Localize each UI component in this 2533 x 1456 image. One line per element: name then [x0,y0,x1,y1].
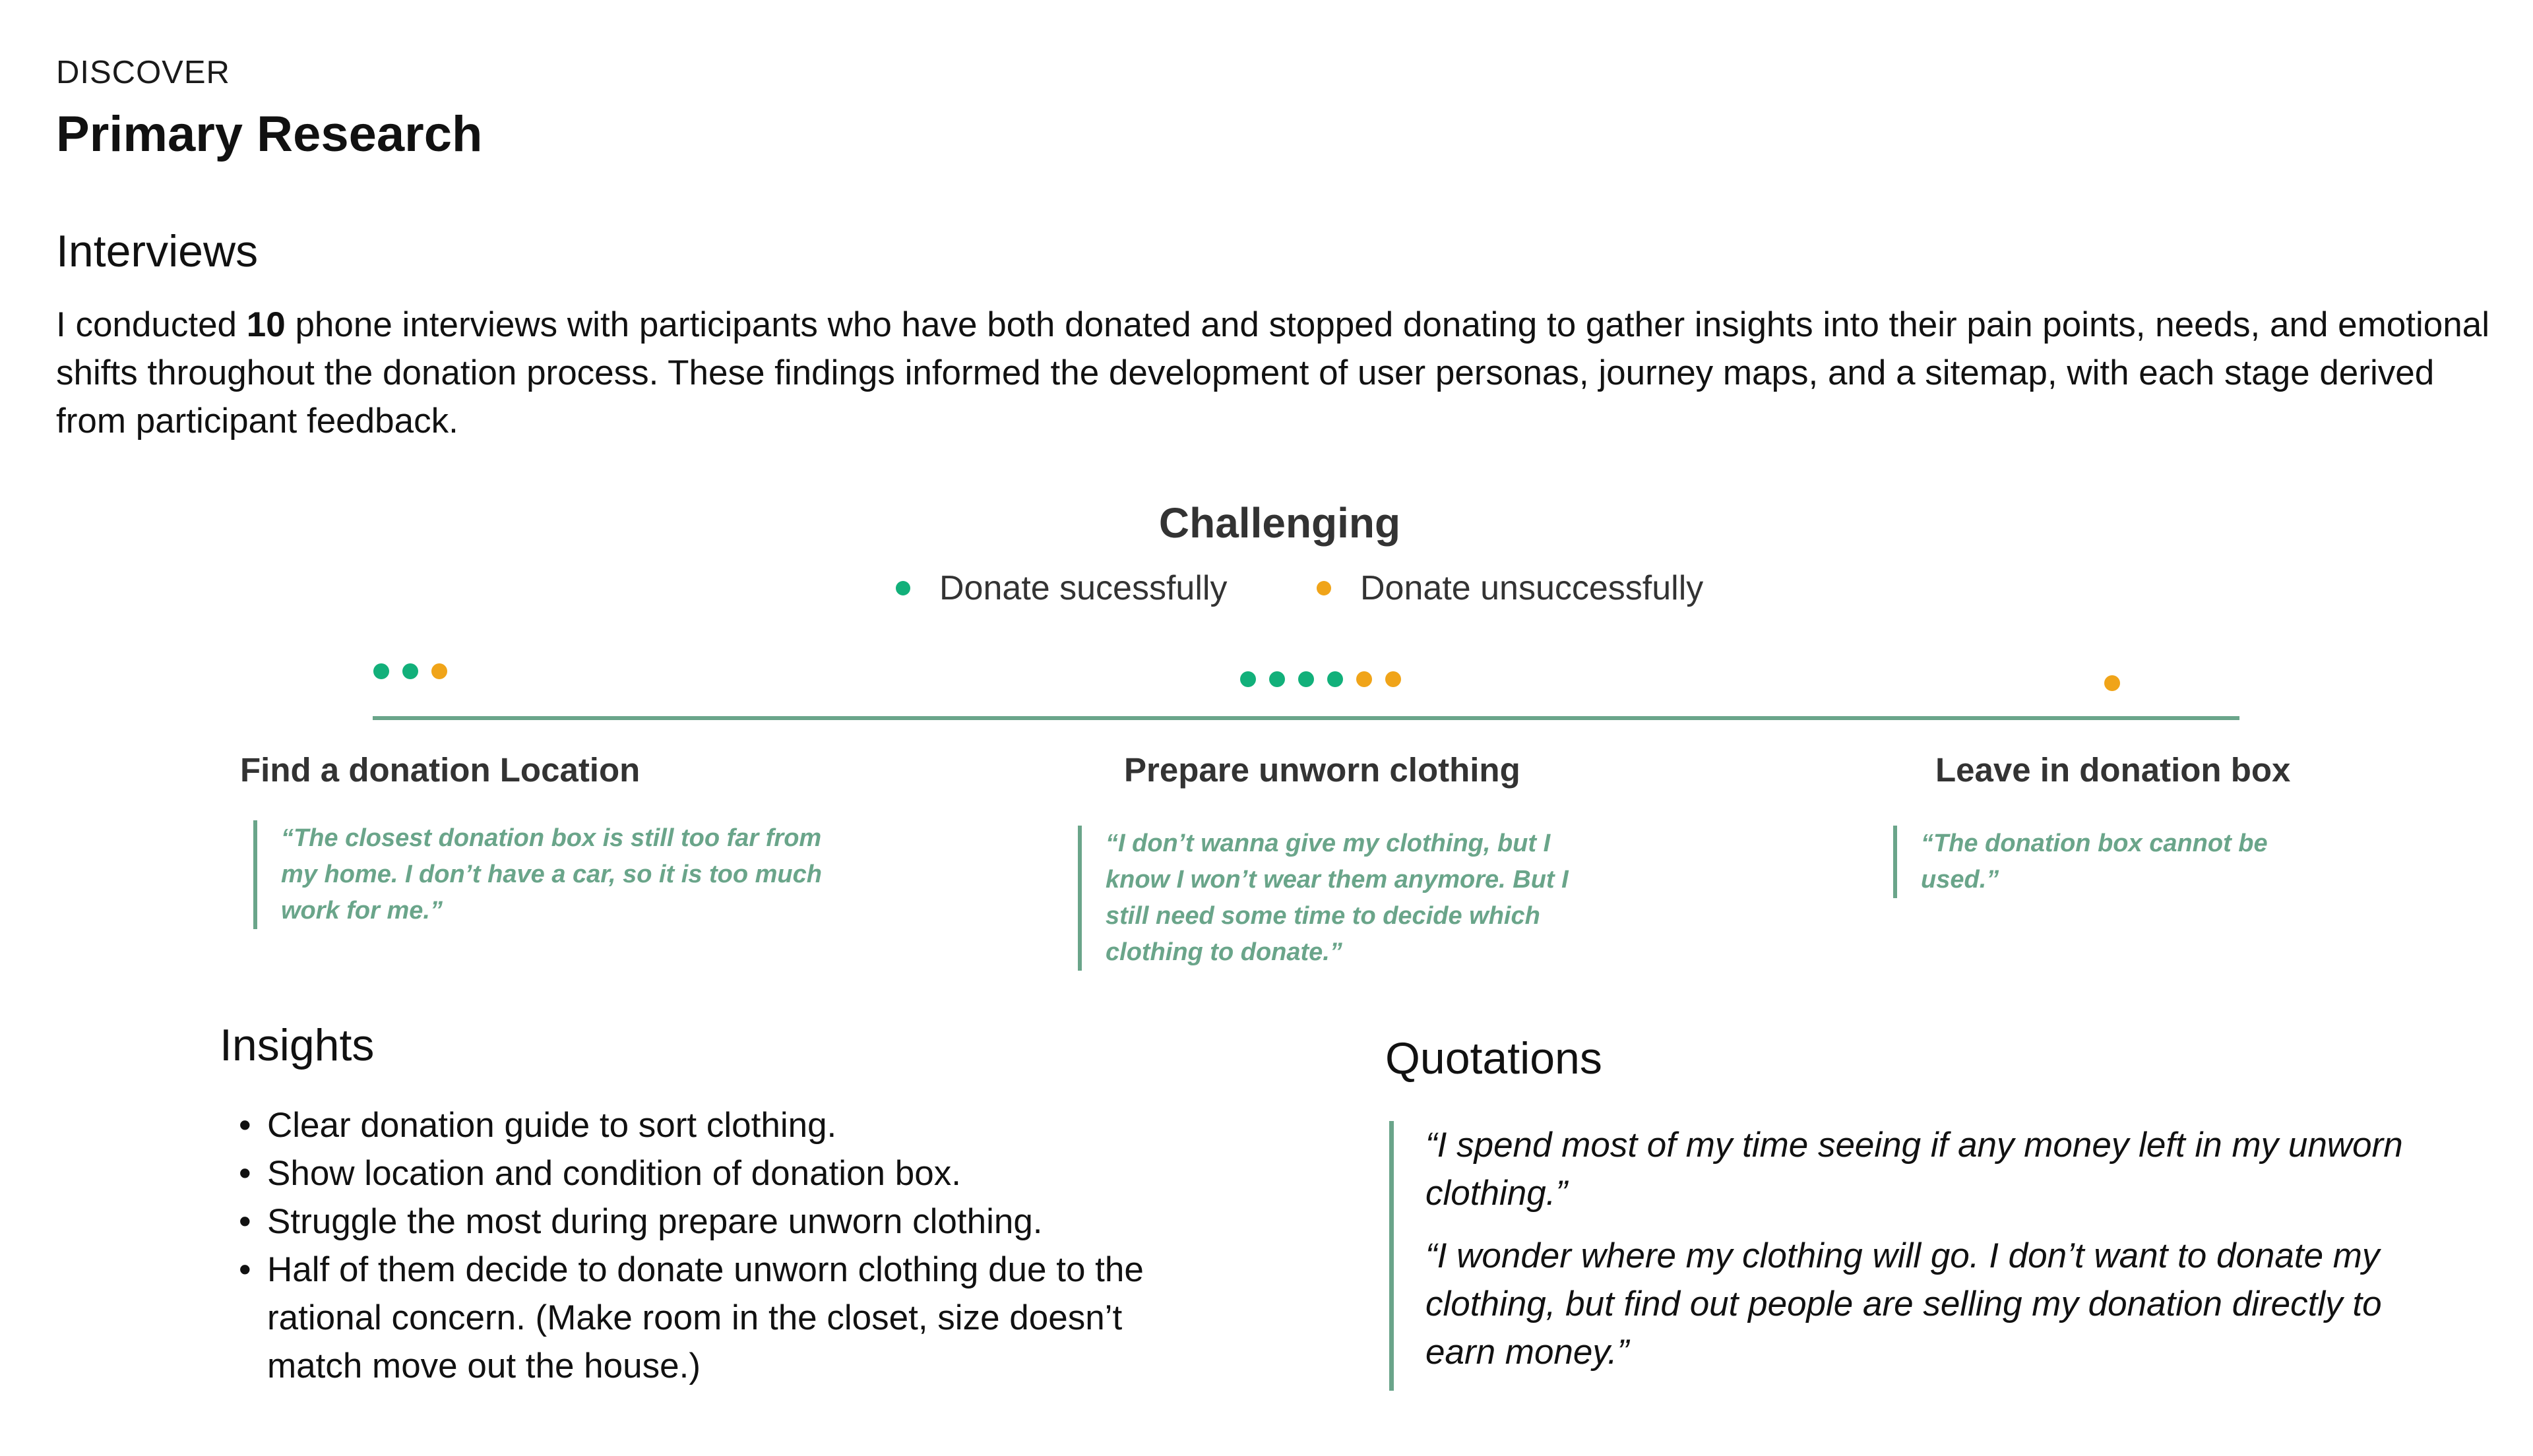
intro-count: 10 [246,305,286,344]
stage-label-leave-box: Leave in donation box [1935,751,2291,789]
journey-title: Challenging [1158,499,1401,547]
stage-dots-prepare-clothing [1240,671,1412,691]
legend-label-successful: Donate sucessfully [939,569,1228,607]
participant-dot-unsuccessful [2104,675,2120,691]
stage-quote-find-location: “The closest donation box is still too far from my home. I don’t have a car, so it is too much work for me.” [253,820,822,929]
participant-dot-successful [402,663,418,679]
stage-dots-find-location [373,663,505,683]
legend-label-unsuccessful: Donate unsuccessfully [1360,569,1704,607]
quotation-item: “I spend most of my time seeing if any money left in my unworn clothing.” [1425,1126,2403,1213]
section-eyebrow: DISCOVER [56,55,230,90]
insights-list [218,1101,1181,1390]
insight-item: • Clear donation guide to sort clothing. [218,1101,1181,1149]
legend-item-unsuccessful [1317,568,1703,608]
journey-axis [373,716,2239,720]
page-title: Primary Research [56,106,483,162]
insights-heading: Insights [220,1020,375,1070]
legend-dot-successful [896,581,910,595]
legend-dot-unsuccessful [1317,581,1331,595]
participant-dot-successful [1298,671,1314,687]
intro-text-before: I conducted [56,305,247,344]
participant-dot-unsuccessful [431,663,447,679]
participant-dot-unsuccessful [1385,671,1401,687]
interviews-heading: Interviews [56,226,259,276]
stage-dots-leave-box [2104,675,2144,695]
insight-item: • Half of them decide to donate unworn clothing due to the rational concern. (Make room in the closet, size doesn’t match move out the house.) [218,1246,1181,1390]
participant-dot-successful [1269,671,1285,687]
participant-dot-successful [1327,671,1343,687]
insight-item: • Struggle the most during prepare unworn clothing. [218,1198,1181,1246]
participant-dot-successful [1240,671,1256,687]
stage-quote-leave-box: “The donation box cannot be used.” [1893,826,2330,898]
interviews-intro [56,301,2497,445]
stage-quote-prepare-clothing: “I don’t wanna give my clothing, but I know I won’t wear them anymore. But I still need some time to decide which clothing to donate.” [1078,826,1594,971]
stage-label-find-location: Find a donation Location [240,751,641,789]
participant-dot-successful [373,663,389,679]
insight-item: • Show location and condition of donation box. [218,1149,1181,1198]
participant-dot-unsuccessful [1356,671,1372,687]
stage-label-prepare-clothing: Prepare unworn clothing [1124,751,1520,789]
legend-item-successful [896,568,1227,608]
quotations-block [1389,1121,2415,1391]
intro-text-after: phone interviews with participants who have both donated and stopped donating to gather insights into their pain points, needs, and emotional shifts throughout the donation process. These findings informed the development of user personas, journey maps, and a sitemap, with each stage derived from participant feedback. [56,305,2489,440]
quotation-item: “I wonder where my clothing will go. I don’t want to donate my clothing, but find out people are selling my donation directly to earn money.” [1425,1236,2382,1372]
quotations-heading: Quotations [1385,1033,1602,1083]
